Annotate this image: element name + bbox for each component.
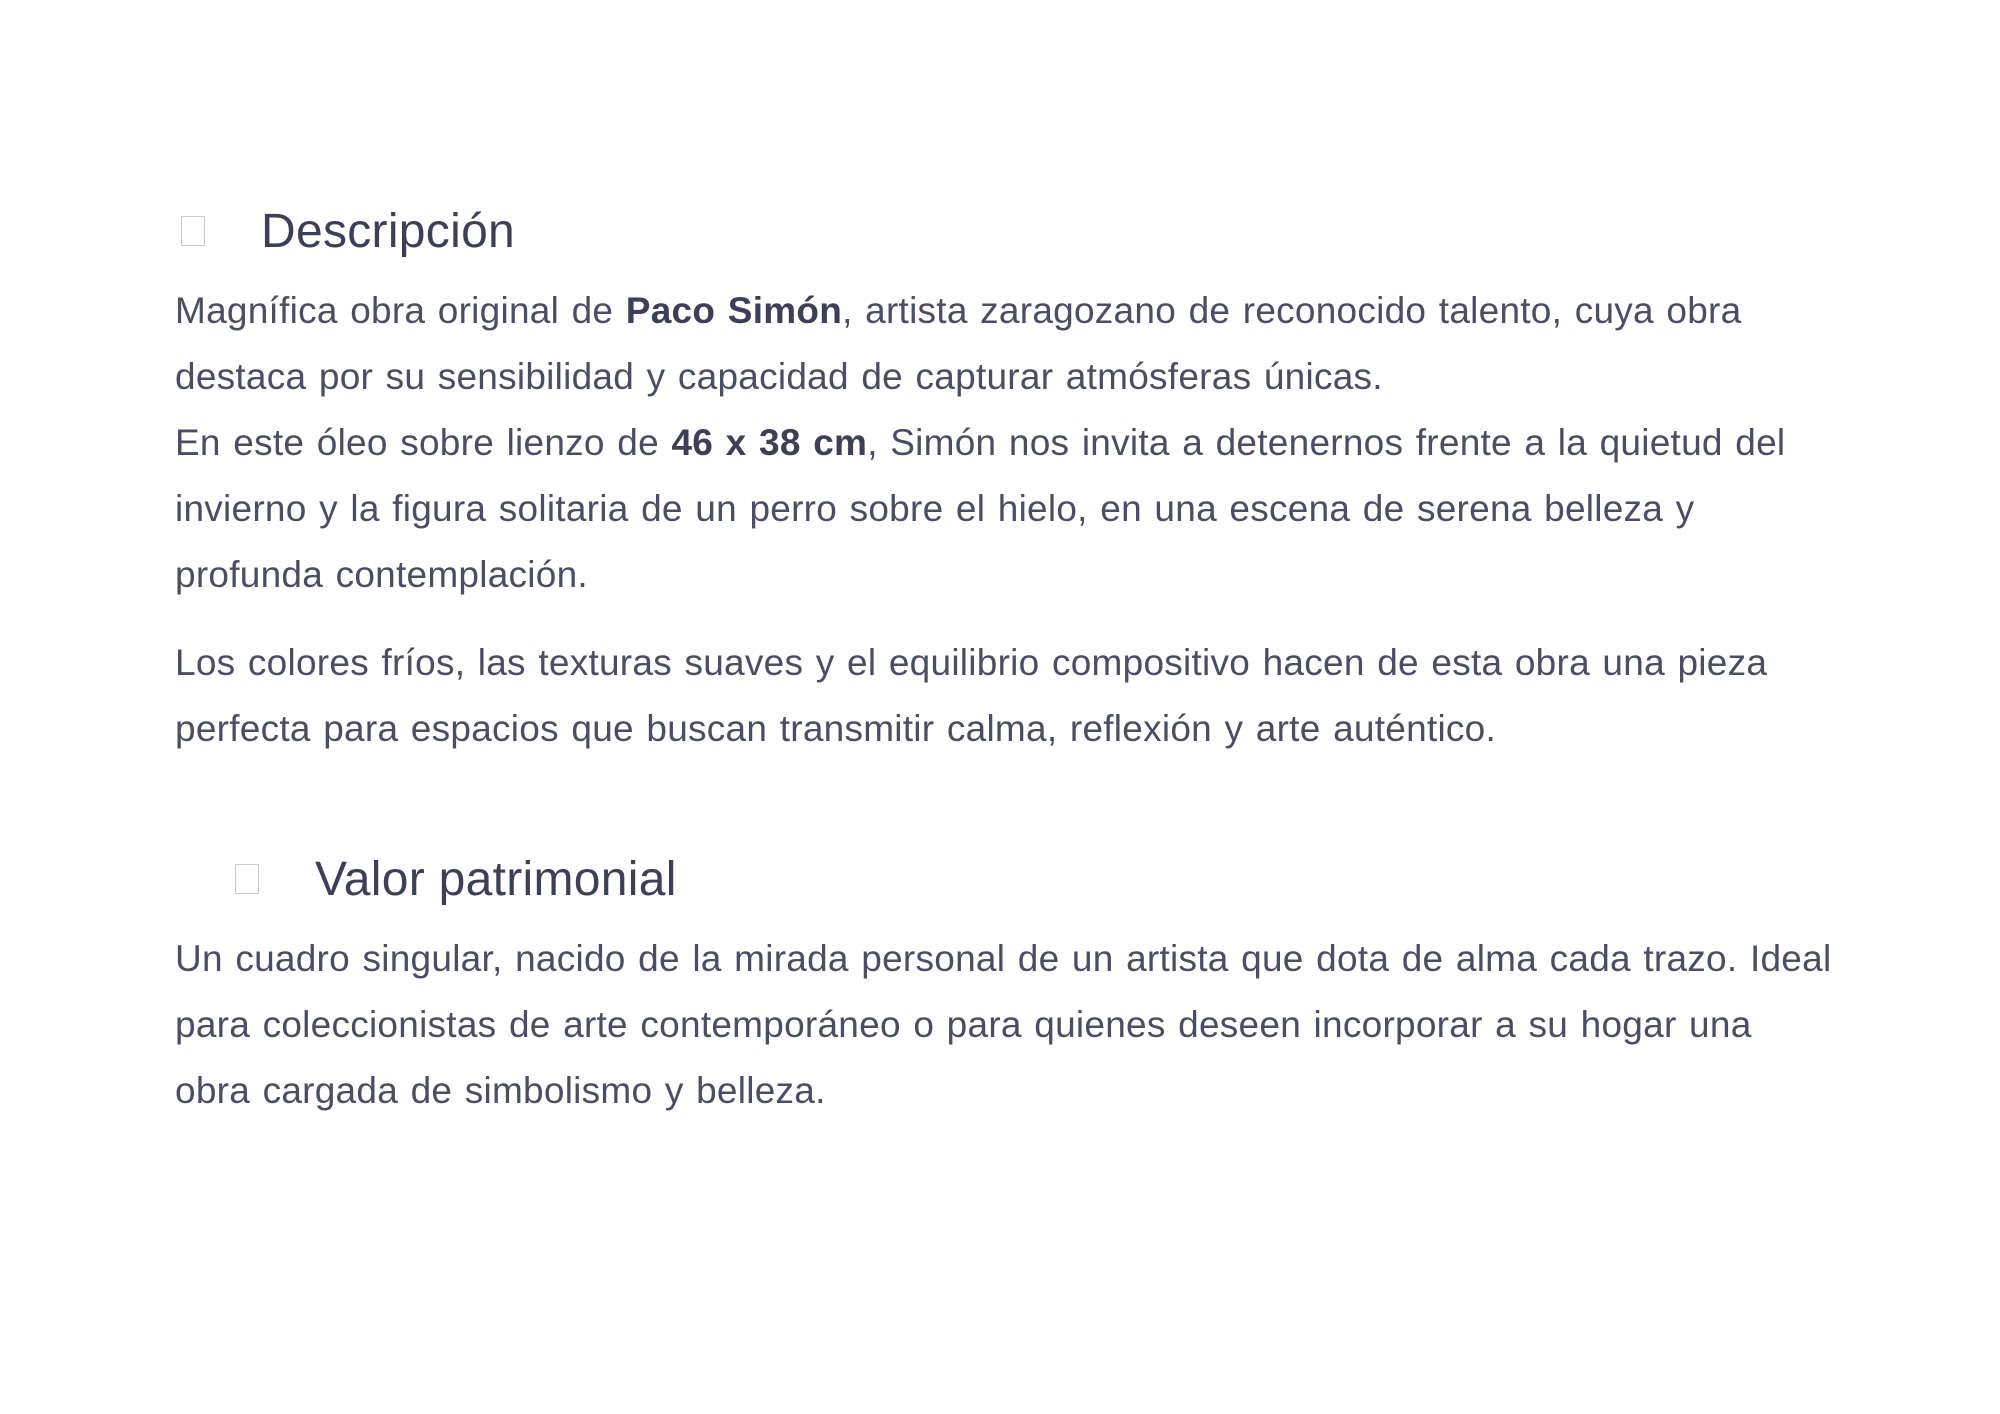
missing-glyph-icon xyxy=(235,864,259,894)
description-p2-text-before: En este óleo sobre lienzo de xyxy=(175,422,672,463)
description-heading xyxy=(175,196,1835,266)
description-heading-text: Descripción xyxy=(261,204,516,258)
heritage-heading-text: Valor patrimonial xyxy=(315,852,677,906)
description-p1-text-before: Magnífica obra original de xyxy=(175,290,626,331)
description-paragraph-2 xyxy=(175,410,1835,608)
description-p1-text-after: , artista zaragozano de reconocido talento, cuya obra destaca por su sensibilidad y capacidad de capturar atmósferas únicas. xyxy=(175,290,1742,397)
artwork-dimensions: 46 x 38 cm xyxy=(671,422,868,463)
artist-name: Paco Simón xyxy=(625,290,843,331)
heritage-heading xyxy=(175,844,1835,914)
missing-glyph-icon xyxy=(181,216,205,246)
description-paragraph-1 xyxy=(175,278,1835,410)
description-p2-text-after: , Simón nos invita a detenernos frente a la quietud del invierno y la figura solitaria de un perro sobre el hielo, en una escena de serena belleza y profunda contemplación. xyxy=(175,422,1786,595)
description-paragraph-3: Los colores fríos, las texturas suaves y el equilibrio compositivo hacen de esta obra una pieza perfecta para espacios que buscan transmitir calma, reflexión y arte auténtico. xyxy=(175,642,1768,749)
product-description xyxy=(175,196,1835,1124)
heritage-paragraph-1: Un cuadro singular, nacido de la mirada personal de un artista que dota de alma cada trazo. Ideal para coleccionistas de arte contemporáneo o para quienes deseen incorporar a su hogar una obra cargada de simbolismo y belleza. xyxy=(175,938,1832,1111)
